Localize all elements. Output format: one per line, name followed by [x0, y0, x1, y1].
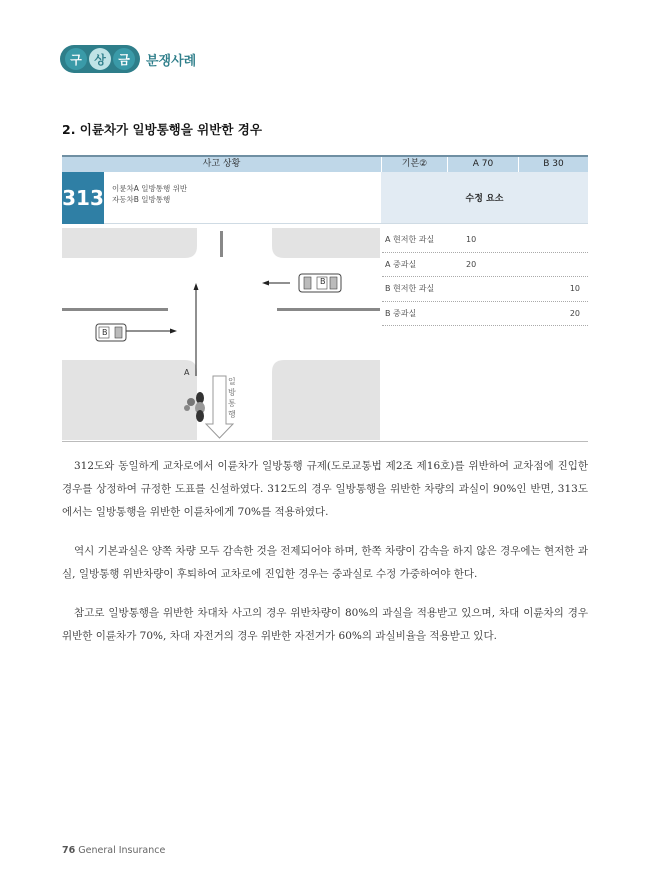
col-a: A 70 — [447, 157, 518, 172]
case-desc-line-2: 자동차B 일방통행 — [112, 195, 171, 204]
table-header-row — [62, 155, 588, 172]
badge-char-3: 금 — [113, 48, 135, 70]
badge-char-2: 상 — [89, 48, 111, 70]
car-b-left — [96, 324, 126, 341]
col-basic: 기본② — [381, 157, 447, 172]
modifier-a-value: 10 — [466, 235, 477, 245]
modifier-row — [382, 302, 588, 327]
section-title: 2. 이륜차가 일방통행을 위반한 경우 — [62, 122, 262, 137]
intersection-svg — [62, 228, 380, 440]
case-table — [62, 155, 588, 224]
col-accident-situation: 사고 상황 — [202, 159, 241, 169]
modifier-list — [382, 228, 588, 326]
paragraph-1: 312도와 동일하게 교차로에서 이륜차가 일방통행 규제(도로교통법 제2조 제16호)를 위반하여 교차점에 진입한 경우를 상정하여 규정한 도표를 신설하였다. 312도의 경우 일방통행을 위반한 차량의 과실이 90%인 반면, 313도에서는 일방통행을 위반한 이륜차에게 70%를 적용하였다. — [62, 460, 588, 518]
paragraph-3: 참고로 일방통행을 위반한 차대차 사고의 경우 위반차량이 80%의 과실을 적용받고 있으며, 차대 이륜차의 경우 위반한 이륜차가 70%, 차대 자전거의 경우 위반한 자전거가 60%의 과실비율을 적용받고 있다. — [62, 607, 588, 642]
modifier-row — [382, 277, 588, 302]
footer-text: General Insurance — [78, 845, 166, 856]
header-label: 분쟁사례 — [146, 53, 197, 69]
col-b: B 30 — [518, 157, 588, 172]
case-number: 313 — [62, 172, 104, 224]
case-desc-line-1: 이륜차A 일방통행 위반 — [112, 184, 188, 193]
label-b-right: B — [320, 277, 326, 286]
intersection-diagram — [62, 228, 380, 440]
block-top-right — [272, 228, 380, 258]
page-number: 76 — [62, 845, 76, 856]
center-line-top — [220, 231, 223, 257]
arrow-right — [170, 329, 177, 334]
modifier-b-value: 20 — [569, 308, 580, 318]
block-bottom-left — [62, 360, 197, 440]
arrow-left — [262, 281, 269, 286]
center-line-right — [277, 308, 380, 311]
modifier-label: A 중과실 — [385, 259, 417, 269]
badge-char-1: 구 — [65, 48, 87, 70]
center-line-left — [62, 308, 168, 311]
block-bottom-right — [272, 360, 380, 440]
label-b-left: B — [102, 328, 108, 337]
modifier-b-value: 10 — [569, 284, 580, 294]
modifier-row — [382, 253, 588, 278]
modifier-a-value: 20 — [466, 259, 477, 269]
modifier-header: 수정 요소 — [381, 172, 588, 224]
case-row — [62, 172, 588, 224]
paragraph-2: 역시 기본과실은 양쪽 차량 모두 감속한 것을 전제되어야 하며, 한쪽 차량이 감속을 하지 않은 경우에는 현저한 과실, 일방통행 위반차량이 후퇴하여 교차로에 진입한 경우는 중과실로 수정 가중하여야 한다. — [62, 545, 588, 580]
category-badge — [60, 45, 140, 73]
page-footer — [62, 845, 165, 856]
arrow-up — [194, 283, 199, 290]
case-description — [104, 172, 381, 224]
label-a: A — [184, 368, 190, 377]
block-top-left — [62, 228, 197, 258]
modifier-label: A 현저한 과실 — [385, 235, 435, 245]
modifier-row — [382, 228, 588, 253]
header — [60, 45, 196, 73]
one-way-label: 일방통행 — [228, 377, 236, 419]
modifier-label: B 중과실 — [385, 308, 417, 318]
diagram-bottom-rule — [62, 441, 588, 442]
modifier-label: B 현저한 과실 — [385, 284, 435, 294]
